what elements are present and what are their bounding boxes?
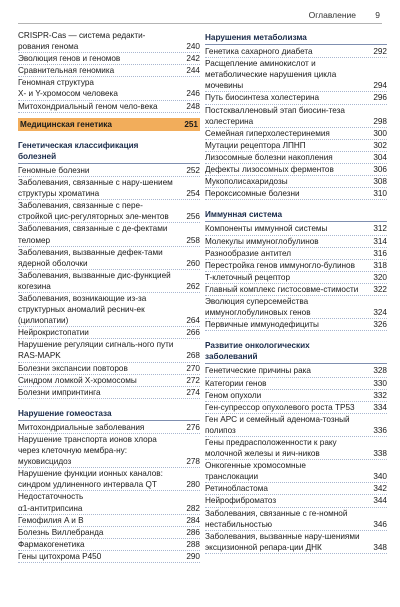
toc-entry-page: 324 xyxy=(373,308,387,318)
toc-entry xyxy=(18,539,200,551)
toc-entry xyxy=(205,176,387,188)
toc-entry xyxy=(205,140,387,152)
toc-entry-page: 344 xyxy=(373,496,387,506)
toc-entry xyxy=(205,414,387,437)
toc-entry-title: Эволюция суперсемейства иммуноглобулиновых генов xyxy=(205,296,311,318)
toc-entry xyxy=(205,378,387,390)
toc-entry xyxy=(205,460,387,483)
toc-entry-title: Геномная структура xyxy=(18,78,94,88)
toc-entry xyxy=(205,236,387,248)
toc-entry-title: T-клеточный рецептор xyxy=(205,272,291,282)
toc-entry-page: 282 xyxy=(186,503,200,513)
toc-entry-title: Нарушение транспорта ионов хлора через клеточную мембра-ну: муковисцидоз xyxy=(18,435,157,467)
toc-entry xyxy=(18,101,200,113)
toc-entry-page: 251 xyxy=(184,119,198,129)
toc-entry-page: 280 xyxy=(186,480,200,490)
toc-entry-title: Ген APC и семейный аденома-тозный полипоз xyxy=(205,414,350,435)
toc-entry-title: Генетическая классификация болезней xyxy=(18,140,139,161)
toc-entry-page: 336 xyxy=(373,425,387,435)
toc-entry-title: Заболевания, вызванные дис-функцией когезина xyxy=(18,270,171,291)
toc-entry xyxy=(18,339,200,362)
toc-entry-page: 240 xyxy=(186,42,200,52)
toc-entry xyxy=(205,164,387,176)
toc-entry xyxy=(18,551,200,563)
toc-entry-title: Ген-супрессор опухолевого роста TP53 xyxy=(205,402,355,412)
toc-entry-title: Эволюция генов и геномов xyxy=(18,54,121,64)
toc-entry-page: 256 xyxy=(186,212,200,222)
toc-entry xyxy=(18,527,200,539)
toc-entry xyxy=(205,495,387,507)
toc-entry-page: 266 xyxy=(186,328,200,338)
toc-entry-page: 298 xyxy=(373,116,387,126)
toc-entry-title: Гены предрасположенности к раку молочной железы и яич-ников xyxy=(205,438,337,459)
toc-entry xyxy=(18,434,200,468)
toc-entry-title: Гемофилия A и B xyxy=(18,515,84,525)
toc-entry-title: Разнообразие антител xyxy=(205,248,292,258)
toc-section-heading xyxy=(205,338,387,364)
toc-entry-page: 274 xyxy=(186,387,200,397)
toc-entry-title: Геном опухоли xyxy=(205,390,262,400)
toc-entry-page: 296 xyxy=(373,93,387,103)
toc-entry-page: 342 xyxy=(373,484,387,494)
toc-entry-title: Сравнительная геномика xyxy=(18,66,115,76)
toc-entry xyxy=(18,387,200,399)
toc-entry xyxy=(205,402,387,414)
toc-left-column xyxy=(18,30,200,563)
toc-entry-title: Заболевания, связанные с пере-стройкой цис-регуляторных эле-ментов xyxy=(18,201,169,222)
toc-entry xyxy=(18,53,200,65)
toc-entry-title: Постсквалленовый этап биосин-теза холестерина xyxy=(205,105,345,126)
toc-entry-title: Первичные иммунодефициты xyxy=(205,320,319,330)
toc-entry-page: 310 xyxy=(373,189,387,199)
toc-entry-title: Развитие онкологических заболеваний xyxy=(205,341,310,362)
toc-entry-title: Нарушение функции ионных каналов: синдром удлиненного интервала QT xyxy=(18,469,163,490)
toc-entry-title: Компоненты иммунной системы xyxy=(205,224,328,234)
toc-entry-page: 264 xyxy=(186,316,200,326)
toc-entry xyxy=(205,248,387,260)
toc-section-heading xyxy=(205,207,387,222)
toc-entry-page: 244 xyxy=(186,66,200,76)
toc-entry-title: Генетические причины рака xyxy=(205,366,311,376)
toc-entry-page: 292 xyxy=(373,47,387,57)
toc-entry-title: Онкогенные хромосомные транслокации xyxy=(205,461,306,482)
toc-entry-title: Митохондриальный геном чело-века xyxy=(18,101,158,111)
toc-entry xyxy=(205,531,387,554)
toc-entry-page: 278 xyxy=(186,457,200,467)
toc-entry-page: 270 xyxy=(186,363,200,373)
toc-entry-title: α1-антитрипсина xyxy=(18,503,83,513)
toc-entry-title: Нарушение гомеостаза xyxy=(18,408,112,418)
toc-entry xyxy=(205,260,387,272)
running-title: Оглавление xyxy=(308,10,356,20)
toc-entry-page: 262 xyxy=(186,281,200,291)
page-header xyxy=(0,0,400,28)
toc-entry-title: Гены цитохрома P450 xyxy=(18,551,102,561)
toc-entry-page: 242 xyxy=(186,54,200,64)
page-number: 9 xyxy=(375,10,380,20)
toc-entry-page: 306 xyxy=(373,165,387,175)
toc-entry-title: Мукополисахаридозы xyxy=(205,177,288,187)
toc-entry-title: Заболевания, возникающие из-за структурных аномалий реснич-ек (цилиопатии) xyxy=(18,293,147,326)
toc-entry-title: Медицинская генетика xyxy=(20,119,112,129)
toc-entry-page: 330 xyxy=(373,378,387,388)
toc-entry xyxy=(205,390,387,402)
toc-entry-title: Расщепление аминокислот и метаболические нарушения цикла мочевины xyxy=(205,59,337,91)
toc-entry xyxy=(18,503,200,515)
toc-entry xyxy=(205,223,387,235)
toc-right-column xyxy=(205,30,387,554)
toc-entry-title: Дефекты лизосомных ферментов xyxy=(205,165,334,175)
toc-entry-title: Болезни импринтинга xyxy=(18,387,101,397)
toc-entry xyxy=(18,77,200,88)
toc-entry xyxy=(205,188,387,200)
toc-entry-title: Заболевания, связанные с нару-шением структуры хроматина xyxy=(18,178,173,199)
toc-entry-title: Семейная гиперхолестеринемия xyxy=(205,128,330,138)
toc-entry-title: Нейрокристопатии xyxy=(18,328,89,338)
toc-entry-title: Нейрофиброматоз xyxy=(205,496,277,506)
toc-section-heading xyxy=(18,406,200,421)
toc-entry-page: 288 xyxy=(186,539,200,549)
toc-entry-title: Болезнь Виллебранда xyxy=(18,527,104,537)
toc-entry-title: Недостаточность xyxy=(18,492,84,502)
toc-entry-title: Заболевания, вызванные нару-шениями эксцизионной репара-ции ДНК xyxy=(205,531,360,552)
toc-entry-page: 290 xyxy=(186,551,200,561)
toc-entry xyxy=(18,270,200,293)
toc-entry-page: 258 xyxy=(186,235,200,245)
toc-entry-page: 328 xyxy=(373,366,387,376)
toc-entry xyxy=(18,422,200,434)
toc-entry-title: Генетика сахарного диабета xyxy=(205,47,313,57)
toc-entry-page: 260 xyxy=(186,258,200,268)
toc-entry-title: Перестройка генов иммуногло-булинов xyxy=(205,260,355,270)
toc-entry xyxy=(18,468,200,491)
toc-entry xyxy=(18,293,200,327)
toc-entry-title: Заболевания, вызванные дефек-тами ядерной оболочки xyxy=(18,247,163,268)
toc-entry xyxy=(18,363,200,375)
toc-entry xyxy=(205,508,387,531)
toc-entry-title: Заболевания, связанные с де-фектами теломер xyxy=(18,224,168,245)
toc-entry-title: Иммунная система xyxy=(205,210,283,220)
toc-entry-page: 348 xyxy=(373,542,387,552)
toc-entry-page: 252 xyxy=(186,165,200,175)
toc-section-heading xyxy=(205,30,387,45)
toc-entry-page: 320 xyxy=(373,272,387,282)
toc-entry xyxy=(205,105,387,128)
toc-entry-page: 322 xyxy=(373,284,387,294)
toc-entry xyxy=(18,88,200,100)
toc-entry xyxy=(205,437,387,460)
toc-entry xyxy=(205,319,387,331)
toc-entry-page: 276 xyxy=(186,422,200,432)
toc-entry xyxy=(18,165,200,177)
toc-entry-title: Категории генов xyxy=(205,378,267,388)
toc-entry xyxy=(18,375,200,387)
toc-entry-page: 314 xyxy=(373,236,387,246)
header-rule xyxy=(18,23,382,24)
toc-entry xyxy=(205,152,387,164)
toc-entry-page: 284 xyxy=(186,515,200,525)
toc-entry-page: 302 xyxy=(373,140,387,150)
toc-entry-title: Нарушения метаболизма xyxy=(205,33,307,42)
toc-entry-page: 272 xyxy=(186,375,200,385)
toc-entry-title: Главный комплекс гистосовме-стимости xyxy=(205,284,359,294)
toc-entry xyxy=(18,491,200,502)
toc-entry xyxy=(205,128,387,140)
toc-entry-page: 316 xyxy=(373,248,387,258)
toc-section-heading xyxy=(18,138,200,164)
toc-entry-page: 294 xyxy=(373,81,387,91)
toc-entry-title: Синдром ломкой X-хромосомы xyxy=(18,375,137,385)
toc-entry-title: Фармакогенетика xyxy=(18,539,85,549)
toc-entry xyxy=(205,365,387,377)
toc-entry-page: 340 xyxy=(373,472,387,482)
toc-entry-title: Болезни экспансии повторов xyxy=(18,363,128,373)
toc-entry xyxy=(205,46,387,58)
toc-entry xyxy=(205,284,387,296)
toc-entry-page: 334 xyxy=(373,402,387,412)
toc-entry-page: 346 xyxy=(373,519,387,529)
toc-entry-title: Лизосомные болезни накопления xyxy=(205,152,333,162)
toc-entry xyxy=(18,327,200,339)
toc-entry-page: 268 xyxy=(186,351,200,361)
toc-entry-title: Митохондриальные заболевания xyxy=(18,422,145,432)
toc-entry xyxy=(18,223,200,246)
toc-entry xyxy=(205,92,387,104)
toc-entry xyxy=(18,30,200,53)
toc-entry-title: Ретинобластома xyxy=(205,484,268,494)
toc-entry-title: Мутации рецептора ЛПНП xyxy=(205,140,306,150)
toc-entry-page: 286 xyxy=(186,527,200,537)
toc-entry-title: CRISPR-Cas — система редакти-рования генома xyxy=(18,31,146,52)
toc-entry-page: 312 xyxy=(373,224,387,234)
toc-entry xyxy=(205,58,387,92)
toc-entry xyxy=(18,177,200,200)
toc-entry xyxy=(18,247,200,270)
toc-entry-title: Нарушение регуляции сигналь-ного пути RAS-MAPK xyxy=(18,340,174,361)
toc-section-major xyxy=(18,118,200,131)
toc-entry-title: Пероксисомные болезни xyxy=(205,189,300,199)
toc-entry xyxy=(18,200,200,223)
toc-entry-page: 300 xyxy=(373,128,387,138)
toc-entry-page: 248 xyxy=(186,101,200,111)
toc-entry-title: X- и Y-хромосом человека xyxy=(18,89,118,99)
toc-entry-page: 332 xyxy=(373,390,387,400)
toc-entry xyxy=(205,296,387,319)
toc-entry-title: Молекулы иммуноглобулинов xyxy=(205,236,319,246)
toc-entry xyxy=(18,65,200,77)
toc-entry-page: 326 xyxy=(373,320,387,330)
toc-entry xyxy=(205,272,387,284)
toc-entry-title: Геномные болезни xyxy=(18,165,90,175)
toc-entry-title: Заболевания, связанные с ге-номной нестабильностью xyxy=(205,508,348,529)
toc-entry-page: 254 xyxy=(186,189,200,199)
toc-entry-page: 318 xyxy=(373,260,387,270)
toc-entry-page: 246 xyxy=(186,89,200,99)
toc-entry-page: 338 xyxy=(373,449,387,459)
toc-entry xyxy=(205,483,387,495)
toc-entry-title: Путь биосинтеза холестерина xyxy=(205,93,320,103)
toc-entry xyxy=(18,515,200,527)
toc-entry-page: 304 xyxy=(373,152,387,162)
toc-entry-page: 308 xyxy=(373,177,387,187)
